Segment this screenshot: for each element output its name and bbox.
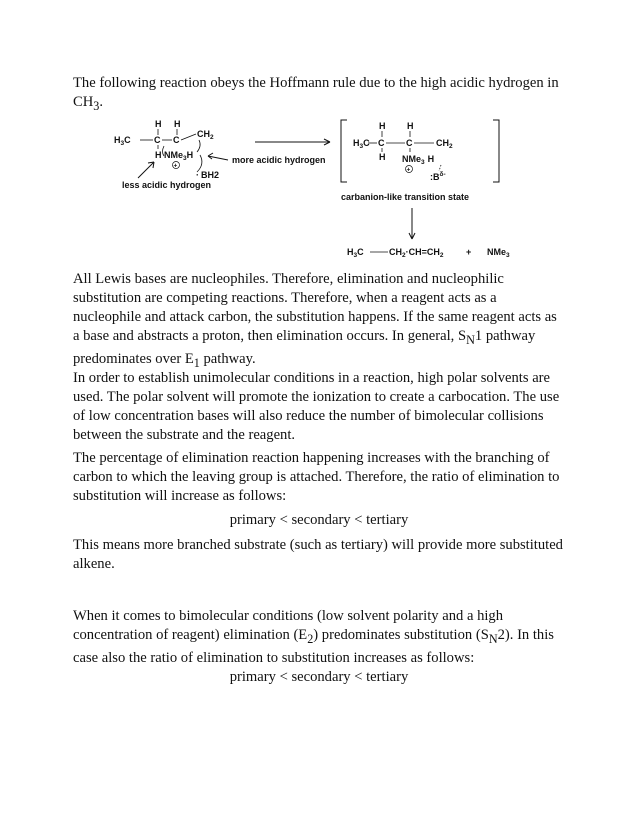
ts-ch2: $CH_2$ [436,138,453,150]
reactant-c1: C [154,135,161,145]
reactant-nme3: NMe$_3$H [164,150,194,162]
product-plus: + [466,247,472,257]
paragraph-hoffmann-rule: The following reaction obeys the Hoffmann rule due to the high acidic hydrogen in $CH_3$. [73,75,559,113]
reactant-positive-charge: + [173,162,178,170]
product-nme3: NMe$_3$ [487,247,510,259]
reactant-base: · BH2 [196,170,220,180]
ts-h-top-1: H [379,121,386,131]
ts-h3c: $H_3C$ [353,138,370,150]
order-bimolecular: primary < secondary < tertiary [229,669,409,685]
paragraph-branching: The percentage of elimination reaction happening increases with the branching of carbon to which the leaving group is attached. Therefore, the ratio of elimination to substitution will increase as follows: [73,450,560,504]
ts-c2: C [406,138,413,148]
ts-h-top-2: H [407,121,414,131]
paragraph-unimolecular-conditions: In order to establish unimolecular conditions in a reaction, high polar solvents are used. The polar solvent will promote the ionization to create a carbocation. The use of low concentration bases will also reduce the number of bimolecular collisions between the substrate and the reagent. [73,370,560,443]
product-ch2: $CH_2\cdot CH=CH_2$ [389,247,444,259]
ts-positive-charge: + [406,166,411,174]
ts-label: carbanion-like transition state [341,192,470,202]
paragraph-lewis-bases: All Lewis bases are nucleophiles. Therefore, elimination and nucleophilic substitution are competing reactions. Therefore, when a reagent acts as a nucleophile and attack carbon, the substitution happens. If the same reagent acts as a base and abstracts a proton, then elimination occurs. In general, $S_N1$ pathway predominates over $E_1$ pathway. [73,271,557,370]
ts-c1: C [378,138,385,148]
label-more-acidic-hydrogen: more acidic hydrogen [232,155,326,165]
reactant-h-top-2: H [174,119,181,129]
reactant-h3c: $H_3C$ [114,135,131,147]
reactant-structure [114,119,326,190]
reactant-h-top-1: H [155,119,162,129]
ts-base: $:B^{\delta-}$ [430,171,446,182]
paragraph-branched-substrate: This means more branched substrate (such as tertiary) will provide more substituted alkene. [73,537,563,572]
ts-nme3: NMe$_3$ H [402,154,435,166]
reactant-ch2: $CH_2$ [197,129,214,141]
reactant-h-bottom: H [155,150,162,160]
order-unimolecular: primary < secondary < tertiary [229,512,409,528]
reactant-c2: C [173,135,180,145]
label-less-acidic-hydrogen: less acidic hydrogen [122,180,212,190]
hoffmann-elimination-scheme [100,112,540,267]
product-h3c: $H_3C$ [347,247,364,259]
paragraph-bimolecular-conditions: When it comes to bimolecular conditions (low solvent polarity and a high concentration of reagent) elimination $(E_2)$ predominates substitution $(S_N2)$. In this case also the ratio of elimination to substitution increases as follows: [73,608,554,666]
ts-h-bottom: H [379,152,386,162]
transition-state-structure [341,120,499,182]
product-structure [347,247,510,259]
